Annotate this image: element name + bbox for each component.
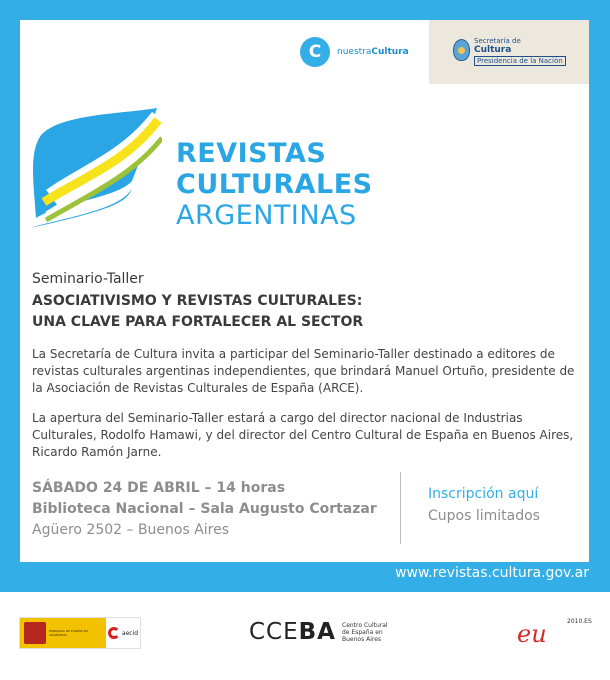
- event-date: SÁBADO 24 DE ABRIL – 14 horas: [32, 480, 286, 496]
- headline: ASOCIATIVISMO Y REVISTAS CULTURALES: UNA CLAVE PARA FORTALECER AL SECTOR: [32, 293, 364, 330]
- event-venue: Biblioteca Nacional – Sala Augusto Cortazar: [32, 501, 377, 517]
- opening-paragraph: La apertura del Seminario-Taller estará a cargo del director nacional de Industrias Culturales, Rodolfo Hamawi, y del director del Centro Cultural de España en Buenos Aires, Ricardo Ramón Jarne.: [32, 411, 574, 459]
- cceba-logo: CCEBA Centro Cultural de España en Buenos Aires: [249, 619, 388, 645]
- eu-2010-logo: eu 2010.ES: [517, 618, 592, 648]
- secretaria-logo: [429, 20, 589, 84]
- argentina-seal-icon: [453, 39, 470, 61]
- seminar-type: Seminario-Taller: [32, 271, 144, 287]
- sponsors-footer: [0, 592, 610, 680]
- event-details: [32, 478, 377, 541]
- invitation-paragraph: La Secretaría de Cultura invita a participar del Seminario-Taller destinado a editores de revistas culturales argentinas independientes, que brindará Manuel Ortuño, presidente de la Asociación de Revistas Culturales de España (ARCE).: [32, 347, 575, 395]
- spain-embassy-aecid-logo: EMBAJADA DE ESPAÑA EN ARGENTINA aecid: [19, 617, 141, 649]
- nuestra-cultura-logo: [300, 37, 409, 67]
- website-link[interactable]: www.revistas.cultura.gov.ar: [395, 565, 589, 581]
- nuestra-cultura-icon: C: [300, 37, 330, 67]
- nuestra-cultura-text: nuestraCultura: [337, 47, 409, 57]
- secretaria-text: Secretaría de Cultura Presidencia de la Nación: [474, 37, 566, 66]
- header-bar: [20, 20, 589, 84]
- aecid-icon: [108, 627, 120, 639]
- divider: [400, 472, 401, 544]
- revistas-book-icon: [32, 106, 162, 228]
- limited-seats: Cupos limitados: [428, 508, 540, 524]
- invitation-card: [20, 20, 589, 562]
- spain-coat-of-arms-icon: [24, 622, 46, 644]
- main-title: REVISTAS CULTURALES ARGENTINAS: [176, 138, 373, 231]
- register-link[interactable]: Inscripción aquí: [428, 486, 539, 502]
- event-address: Agüero 2502 – Buenos Aires: [32, 522, 230, 538]
